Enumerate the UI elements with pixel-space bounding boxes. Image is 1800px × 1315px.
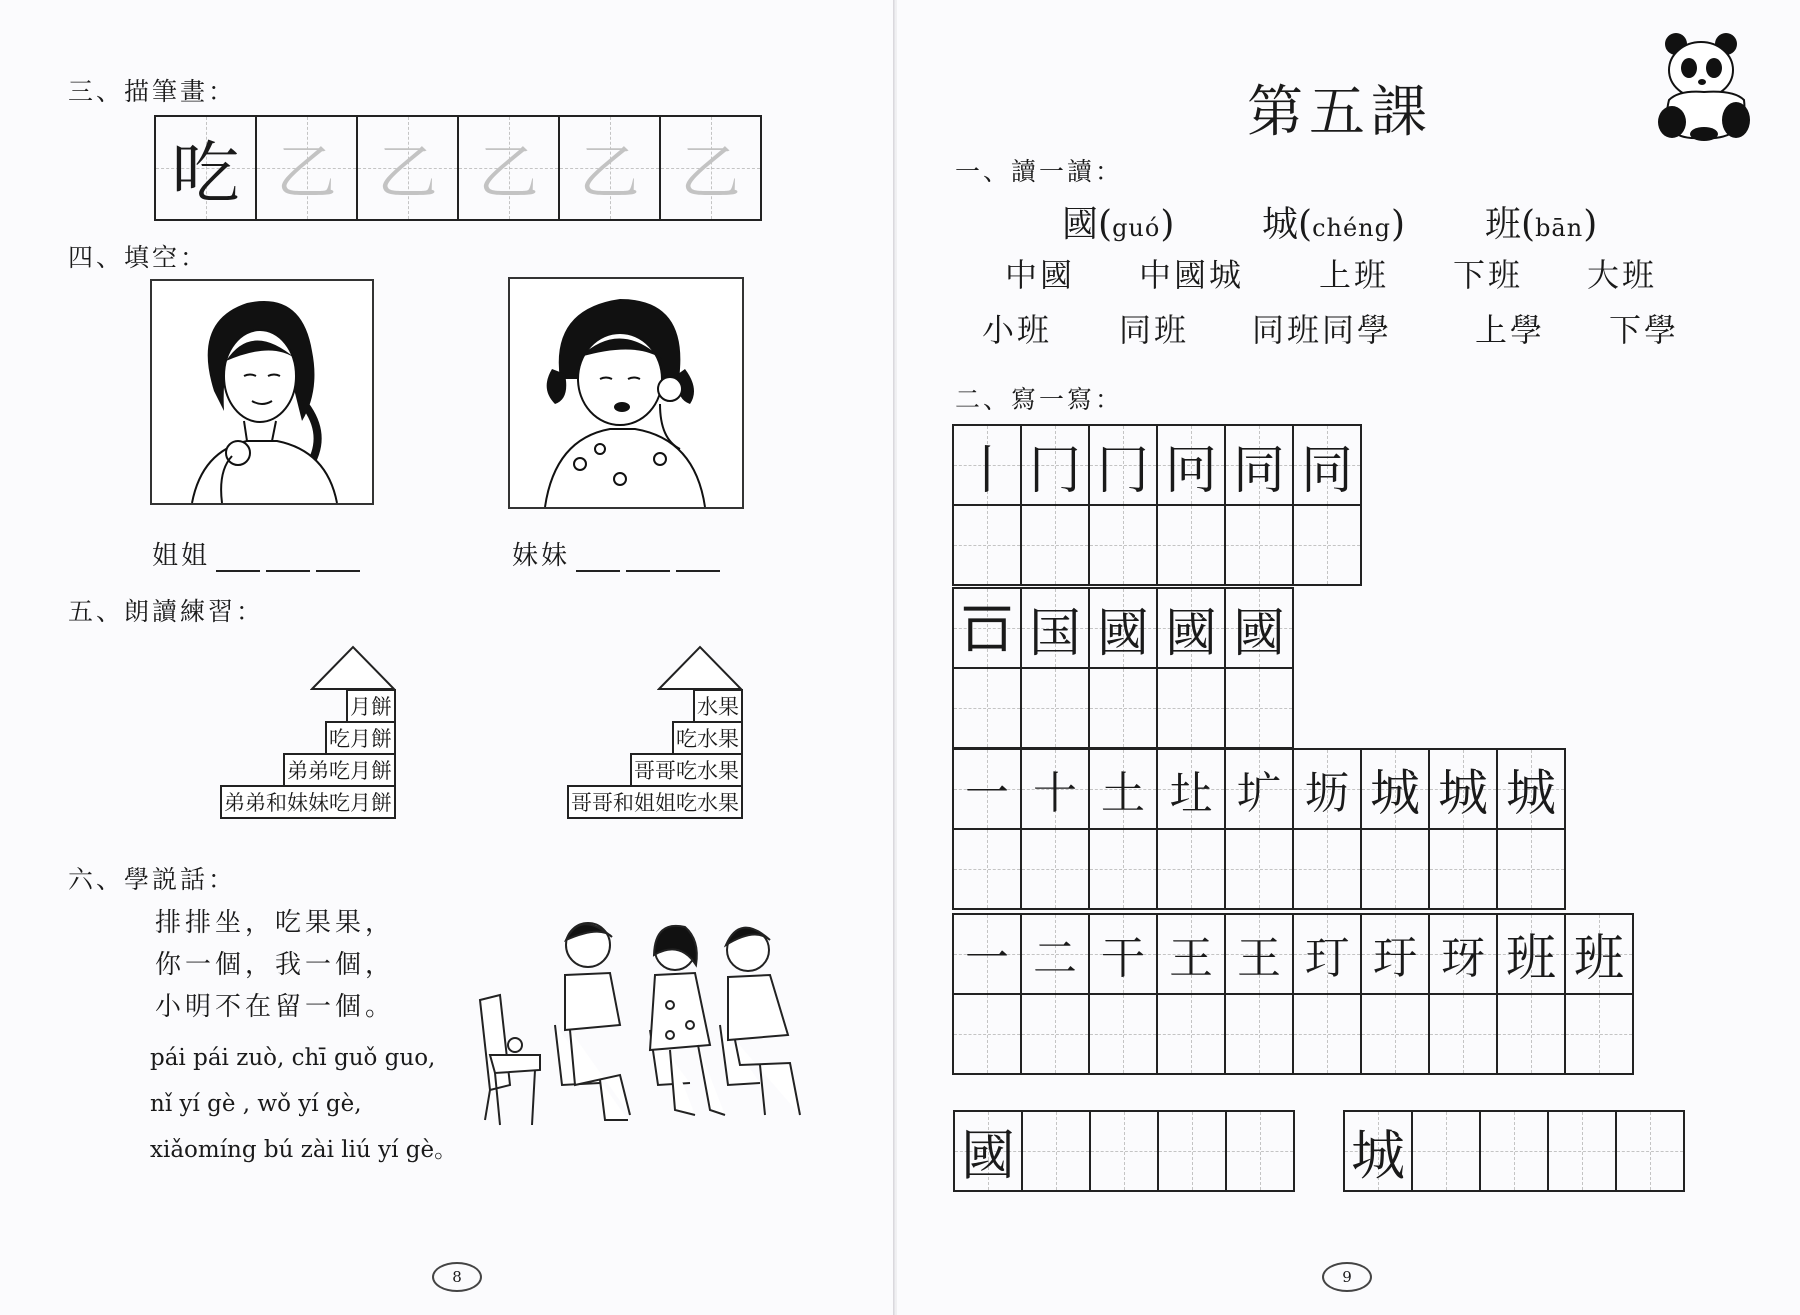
- stroke-step: 丨: [960, 440, 1013, 501]
- new-char-pinyin: chéng: [1312, 214, 1391, 242]
- stroke-step-cell: [1429, 914, 1497, 994]
- practice-cell[interactable]: [1293, 505, 1361, 585]
- stroke-step-cell: [1021, 749, 1089, 829]
- rhyme-line: 你一個，我一個，: [155, 950, 396, 980]
- answer-blank[interactable]: [266, 550, 310, 572]
- practice-cell[interactable]: [1497, 829, 1565, 909]
- pinyin-line: nǐ yí gè , wǒ yí gè,: [150, 1091, 362, 1117]
- stroke-step-cell: [1497, 914, 1565, 994]
- new-char-cheng: 城(chéng): [1262, 204, 1406, 245]
- practice-cell[interactable]: [1157, 829, 1225, 909]
- vocab-word: 下班: [1453, 256, 1524, 294]
- pyramid-text: 哥哥和姐姐吃水果: [568, 786, 742, 818]
- practice-row-guo: [953, 1110, 1295, 1192]
- stroke-step: 同: [1232, 440, 1285, 501]
- stroke-step-cell: [1157, 425, 1225, 505]
- stroke-step: 城: [1506, 764, 1556, 822]
- pyramid-text: 月餅: [347, 690, 395, 722]
- stroke-step-cell: [1293, 425, 1361, 505]
- practice-cell[interactable]: [1293, 994, 1361, 1074]
- practice-cell[interactable]: [1548, 1111, 1616, 1191]
- practice-cell[interactable]: [1616, 1111, 1684, 1191]
- pyramid-text: 哥哥吃水果: [631, 754, 742, 786]
- tracing-cell-model[interactable]: [155, 116, 256, 220]
- pyramid-row: [220, 785, 396, 819]
- practice-cell[interactable]: [1157, 994, 1225, 1074]
- stroke-step: 国: [1028, 603, 1081, 664]
- pyramid-text: 弟弟吃月餅: [284, 754, 395, 786]
- stroke-step: 干: [1101, 933, 1145, 984]
- stroke-step-cell: [1497, 749, 1565, 829]
- practice-cell[interactable]: [1022, 1111, 1090, 1191]
- answer-blank[interactable]: [316, 550, 360, 572]
- stroke-step: 玎: [1305, 933, 1349, 984]
- practice-cell[interactable]: [953, 994, 1021, 1074]
- practice-cell[interactable]: [953, 668, 1021, 748]
- answer-blank[interactable]: [576, 550, 620, 572]
- model-char: 吃: [171, 134, 240, 214]
- vocab-word: 上班: [1319, 256, 1390, 294]
- new-char: 國: [1062, 204, 1099, 245]
- practice-cell[interactable]: [1225, 994, 1293, 1074]
- stroke-step-cell: [953, 425, 1021, 505]
- pinyin-line: pái pái zuò, chī guǒ guo,: [150, 1045, 436, 1071]
- practice-model-cell: [954, 1111, 1022, 1191]
- practice-cell[interactable]: [953, 505, 1021, 585]
- stroke-step: 班: [1574, 929, 1624, 987]
- pyramid-text: 水果: [694, 690, 742, 722]
- stroke-step-cell: [1157, 588, 1225, 668]
- practice-cell[interactable]: [1021, 505, 1089, 585]
- practice-cell[interactable]: [1361, 994, 1429, 1074]
- stroke-grid-ban: [952, 913, 1634, 1075]
- stroke-step: 二: [1033, 933, 1077, 984]
- lesson-title: 第五課: [1247, 80, 1433, 145]
- stroke-step: 國: [1164, 603, 1217, 664]
- practice-cell[interactable]: [1293, 829, 1361, 909]
- stroke-step-cell: [1361, 749, 1429, 829]
- practice-cell[interactable]: [953, 829, 1021, 909]
- pyramid-text: 弟弟和妹妹吃月餅: [221, 786, 395, 818]
- trace-char: 乙: [478, 138, 539, 208]
- rhyme-line: 排排坐，吃果果，: [155, 908, 396, 938]
- stroke-step-cell: [1021, 425, 1089, 505]
- tracing-cell[interactable]: [458, 116, 559, 220]
- stroke-step-cell: [1429, 749, 1497, 829]
- practice-cell[interactable]: [1429, 829, 1497, 909]
- stroke-step-cell: [1089, 588, 1157, 668]
- practice-cell[interactable]: [1225, 505, 1293, 585]
- illustration-younger-sister: [508, 277, 744, 509]
- practice-cell[interactable]: [1412, 1111, 1480, 1191]
- stroke-step-cell: [953, 914, 1021, 994]
- practice-cell[interactable]: [1226, 1111, 1294, 1191]
- practice-cell[interactable]: [1089, 668, 1157, 748]
- stroke-step: 冂: [1096, 440, 1149, 501]
- stroke-step-cell: [1225, 588, 1293, 668]
- practice-cell[interactable]: [1089, 994, 1157, 1074]
- children-sitting-illustration: [470, 915, 845, 1130]
- practice-cell[interactable]: [1480, 1111, 1548, 1191]
- practice-cell[interactable]: [1021, 668, 1089, 748]
- pyramid-row: [346, 689, 396, 723]
- pinyin-line: xiǎomíng bú zài liú yí gè。: [150, 1137, 458, 1163]
- tracing-cell[interactable]: [660, 116, 761, 220]
- new-char-ban: 班(bān): [1485, 204, 1598, 245]
- stroke-step-cell: [953, 749, 1021, 829]
- vocab-word: 小班: [982, 311, 1053, 349]
- stroke-step: 一: [965, 933, 1009, 984]
- stroke-step-cell: [953, 588, 1021, 668]
- practice-cell[interactable]: [1565, 994, 1633, 1074]
- practice-cell[interactable]: [1225, 668, 1293, 748]
- pyramid-text: 吃月餅: [326, 722, 395, 754]
- pyramid-row: [672, 721, 743, 755]
- trace-char: 乙: [680, 138, 741, 208]
- answer-blank[interactable]: [676, 550, 720, 572]
- younger-sister-drawing: [510, 279, 742, 507]
- new-char-pinyin: bān: [1535, 214, 1584, 242]
- reading-pyramid-right: [503, 645, 743, 820]
- section-2-title: 二、寫一寫：: [955, 385, 1124, 414]
- trace-char: 乙: [579, 138, 640, 208]
- stroke-step: 冋: [1164, 440, 1217, 501]
- stroke-step: 玡: [1441, 933, 1485, 984]
- stroke-step-cell: [1225, 425, 1293, 505]
- stroke-step-cell: [1089, 425, 1157, 505]
- stroke-step: 圹: [1237, 768, 1281, 819]
- tracing-cell[interactable]: [559, 116, 660, 220]
- label-older-sister: 姐姐: [152, 541, 211, 571]
- answer-blank[interactable]: [626, 550, 670, 572]
- panda-icon: [1654, 30, 1759, 142]
- stroke-step: 一: [965, 768, 1009, 819]
- stroke-step-cell: [1293, 749, 1361, 829]
- vocab-word: 中國城: [1139, 256, 1245, 294]
- stroke-step: 冂: [1028, 440, 1081, 501]
- new-char-guo: 國(guó): [1062, 204, 1175, 245]
- stroke-step: 圵: [1169, 768, 1213, 819]
- practice-model-char: 城: [1351, 1123, 1405, 1187]
- practice-cell[interactable]: [1021, 829, 1089, 909]
- section-4-title: 四、填空：: [68, 243, 209, 272]
- vocab-word: 同班同學: [1252, 311, 1393, 349]
- stroke-step: 城: [1438, 764, 1488, 822]
- page-number-left: 8: [432, 1262, 482, 1292]
- trace-char: 乙: [377, 138, 438, 208]
- practice-cell[interactable]: [1089, 829, 1157, 909]
- stroke-step: 同: [1300, 440, 1353, 501]
- reading-pyramid-left: [156, 645, 396, 820]
- stroke-step-cell: [1225, 914, 1293, 994]
- stroke-step-cell: [1157, 749, 1225, 829]
- practice-cell[interactable]: [1429, 994, 1497, 1074]
- section-3-title: 三、描筆畫：: [68, 77, 237, 106]
- rhyme-line: 小明不在留一個。: [155, 992, 396, 1022]
- stroke-step-cell: [1021, 914, 1089, 994]
- stroke-step-cell: [1157, 914, 1225, 994]
- practice-row-cheng: [1343, 1110, 1685, 1192]
- new-char: 班: [1485, 204, 1522, 245]
- practice-model-cell: [1344, 1111, 1412, 1191]
- pyramid-roof: [657, 645, 743, 691]
- pyramid-row: [630, 753, 743, 787]
- page-number-right: 9: [1322, 1262, 1372, 1292]
- vocab-row-1: [897, 250, 1797, 296]
- stroke-step: 國: [1232, 603, 1285, 664]
- illustration-older-sister: [150, 279, 374, 505]
- stroke-step: 十: [1033, 768, 1077, 819]
- answer-blank[interactable]: [216, 550, 260, 572]
- pyramid-roof: [310, 645, 396, 691]
- tracing-cell[interactable]: [357, 116, 458, 220]
- stroke-step: 玗: [1373, 933, 1417, 984]
- stroke-step: 𠮛: [960, 599, 1013, 660]
- pyramid-text: 吃水果: [673, 722, 742, 754]
- left-page: [0, 0, 895, 1315]
- practice-cell[interactable]: [1157, 668, 1225, 748]
- stroke-step-cell: [1089, 749, 1157, 829]
- practice-cell[interactable]: [1089, 505, 1157, 585]
- vocab-word: 大班: [1587, 256, 1658, 294]
- section-6-title: 六、學説話：: [68, 865, 237, 894]
- trace-char: 乙: [276, 138, 337, 208]
- vocab-word: 中國: [1005, 256, 1076, 294]
- practice-cell[interactable]: [1158, 1111, 1226, 1191]
- stroke-step: 班: [1506, 929, 1556, 987]
- pyramid-row: [325, 721, 396, 755]
- tracing-grid: [154, 115, 762, 221]
- practice-cell[interactable]: [1225, 829, 1293, 909]
- stroke-grid-guo: [952, 587, 1294, 749]
- new-char-pinyin: guó: [1112, 214, 1161, 242]
- pyramid-row: [283, 753, 396, 787]
- vocab-word: 上學: [1475, 311, 1546, 349]
- stroke-step: 王: [1237, 933, 1281, 984]
- practice-model-char: 國: [961, 1123, 1015, 1187]
- right-page: [897, 0, 1800, 1315]
- vocab-word: 同班: [1119, 311, 1190, 349]
- vocab-row-2: [897, 305, 1797, 351]
- older-sister-drawing: [152, 281, 372, 503]
- stroke-step-cell: [1225, 749, 1293, 829]
- pyramid-row: [567, 785, 743, 819]
- practice-cell[interactable]: [1361, 829, 1429, 909]
- stroke-step: 王: [1169, 933, 1213, 984]
- nursery-rhyme: [155, 902, 395, 1028]
- new-char: 城: [1262, 204, 1299, 245]
- tracing-cell[interactable]: [256, 116, 357, 220]
- section-1-title: 一、讀一讀：: [955, 157, 1124, 186]
- practice-cell[interactable]: [1157, 505, 1225, 585]
- stroke-step-cell: [1293, 914, 1361, 994]
- blank-older-sister: [152, 535, 360, 572]
- stroke-step-cell: [1361, 914, 1429, 994]
- stroke-step: 土: [1101, 768, 1145, 819]
- stroke-step: 國: [1096, 603, 1149, 664]
- stroke-step-cell: [1021, 588, 1089, 668]
- stroke-grid-tong: [952, 424, 1362, 586]
- stroke-step-cell: [1565, 914, 1633, 994]
- stroke-grid-cheng: [952, 748, 1566, 910]
- blank-younger-sister: [512, 535, 720, 572]
- label-younger-sister: 妹妹: [512, 541, 571, 571]
- pyramid-row: [693, 689, 743, 723]
- practice-cell[interactable]: [1021, 994, 1089, 1074]
- stroke-step-cell: [1089, 914, 1157, 994]
- section-5-title: 五、朗讀練習：: [68, 597, 265, 626]
- rhyme-pinyin: [150, 1035, 457, 1173]
- practice-cell[interactable]: [1497, 994, 1565, 1074]
- stroke-step: 坜: [1305, 768, 1349, 819]
- practice-cell[interactable]: [1090, 1111, 1158, 1191]
- stroke-step: 城: [1370, 764, 1420, 822]
- vocab-word: 下學: [1609, 311, 1680, 349]
